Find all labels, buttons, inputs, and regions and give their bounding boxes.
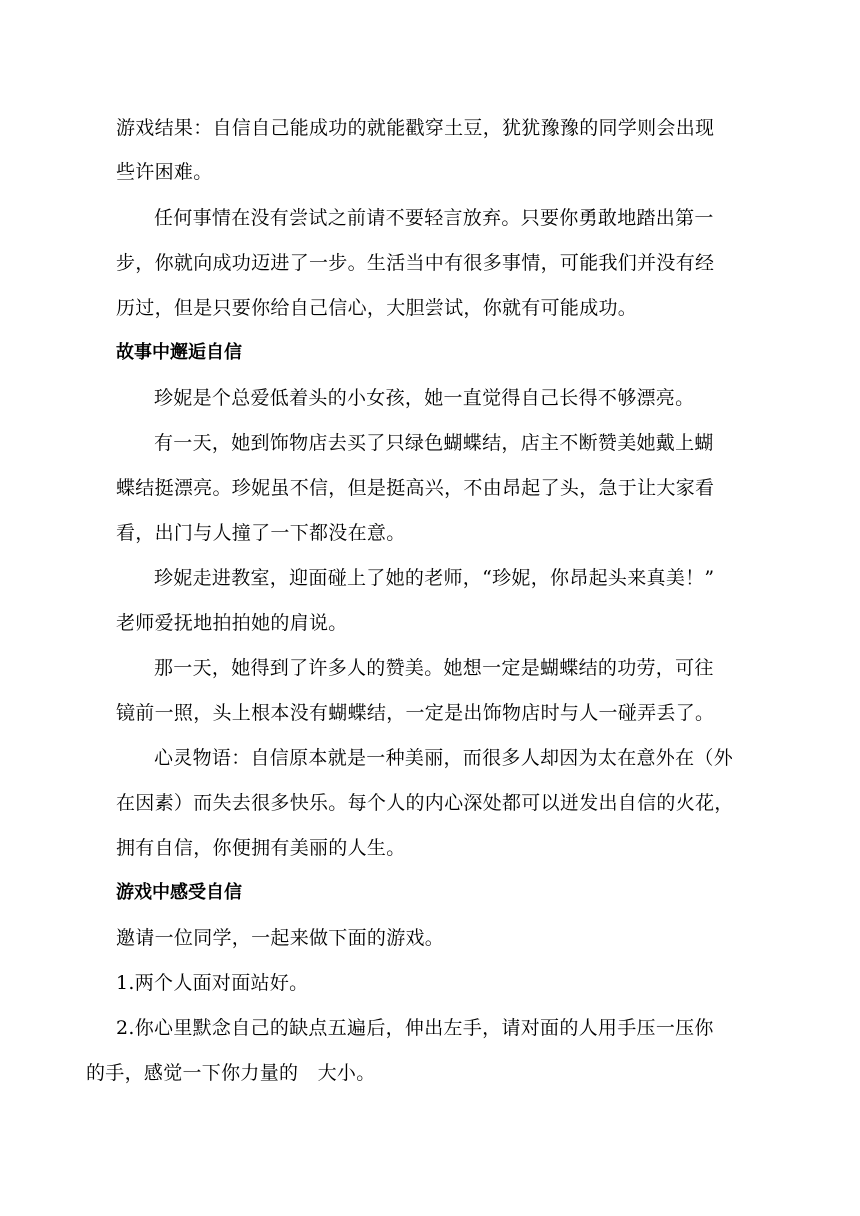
paragraph-line: 在因素）而失去很多快乐。每个人的内心深处都可以迸发出自信的火花， — [116, 792, 734, 814]
paragraph-line: 心灵物语：自信原本就是一种美丽，而很多人却因为太在意外在（外 — [154, 747, 734, 769]
paragraph-line: 镜前一照，头上根本没有蝴蝶结，一定是出饰物店时与人一碰弄丢了。 — [116, 702, 715, 724]
section-heading: 游戏中感受自信 — [116, 882, 242, 903]
paragraph-line: 历过，但是只要你给自己信心，大胆尝试，你就有可能成功。 — [116, 297, 638, 319]
paragraph-line: 珍妮是个总爱低着头的小女孩，她一直觉得自己长得不够漂亮。 — [154, 387, 695, 409]
list-item: 1.两个人面对面站好。 — [116, 972, 309, 994]
paragraph-line: 些许困难。 — [116, 161, 213, 183]
list-item: 2.你心里默念自己的缺点五遍后，伸出左手，请对面的人用手压一压你 — [116, 1017, 714, 1039]
paragraph-line: 拥有自信，你便拥有美丽的人生。 — [116, 837, 406, 859]
paragraph-line: 有一天，她到饰物店去买了只绿色蝴蝶结，店主不断赞美她戴上蝴 — [154, 432, 714, 454]
paragraph-line: 看，出门与人撞了一下都没在意。 — [116, 522, 406, 544]
paragraph-line: 蝶结挺漂亮。珍妮虽不信，但是挺高兴，不由昂起了头，急于让大家看 — [116, 477, 715, 499]
section-heading: 故事中邂逅自信 — [116, 342, 242, 363]
paragraph-line: 的手，感觉一下你力量的 大小。 — [86, 1062, 376, 1084]
paragraph-line: 那一天，她得到了许多人的赞美。她想一定是蝴蝶结的功劳，可往 — [154, 657, 714, 679]
paragraph-line: 任何事情在没有尝试之前请不要轻言放弃。只要你勇敢地踏出第一 — [154, 207, 714, 229]
paragraph-line: 步，你就向成功迈进了一步。生活当中有很多事情，可能我们并没有经 — [116, 252, 715, 274]
paragraph-line: 老师爱抚地拍拍她的肩说。 — [116, 612, 348, 634]
paragraph-line: 珍妮走进教室，迎面碰上了她的老师，“珍妮，你昂起头来真美！” — [154, 567, 715, 589]
paragraph-line: 邀请一位同学，一起来做下面的游戏。 — [116, 927, 445, 949]
paragraph-line: 游戏结果：自信自己能成功的就能戳穿土豆，犹犹豫豫的同学则会出现 — [116, 117, 715, 139]
